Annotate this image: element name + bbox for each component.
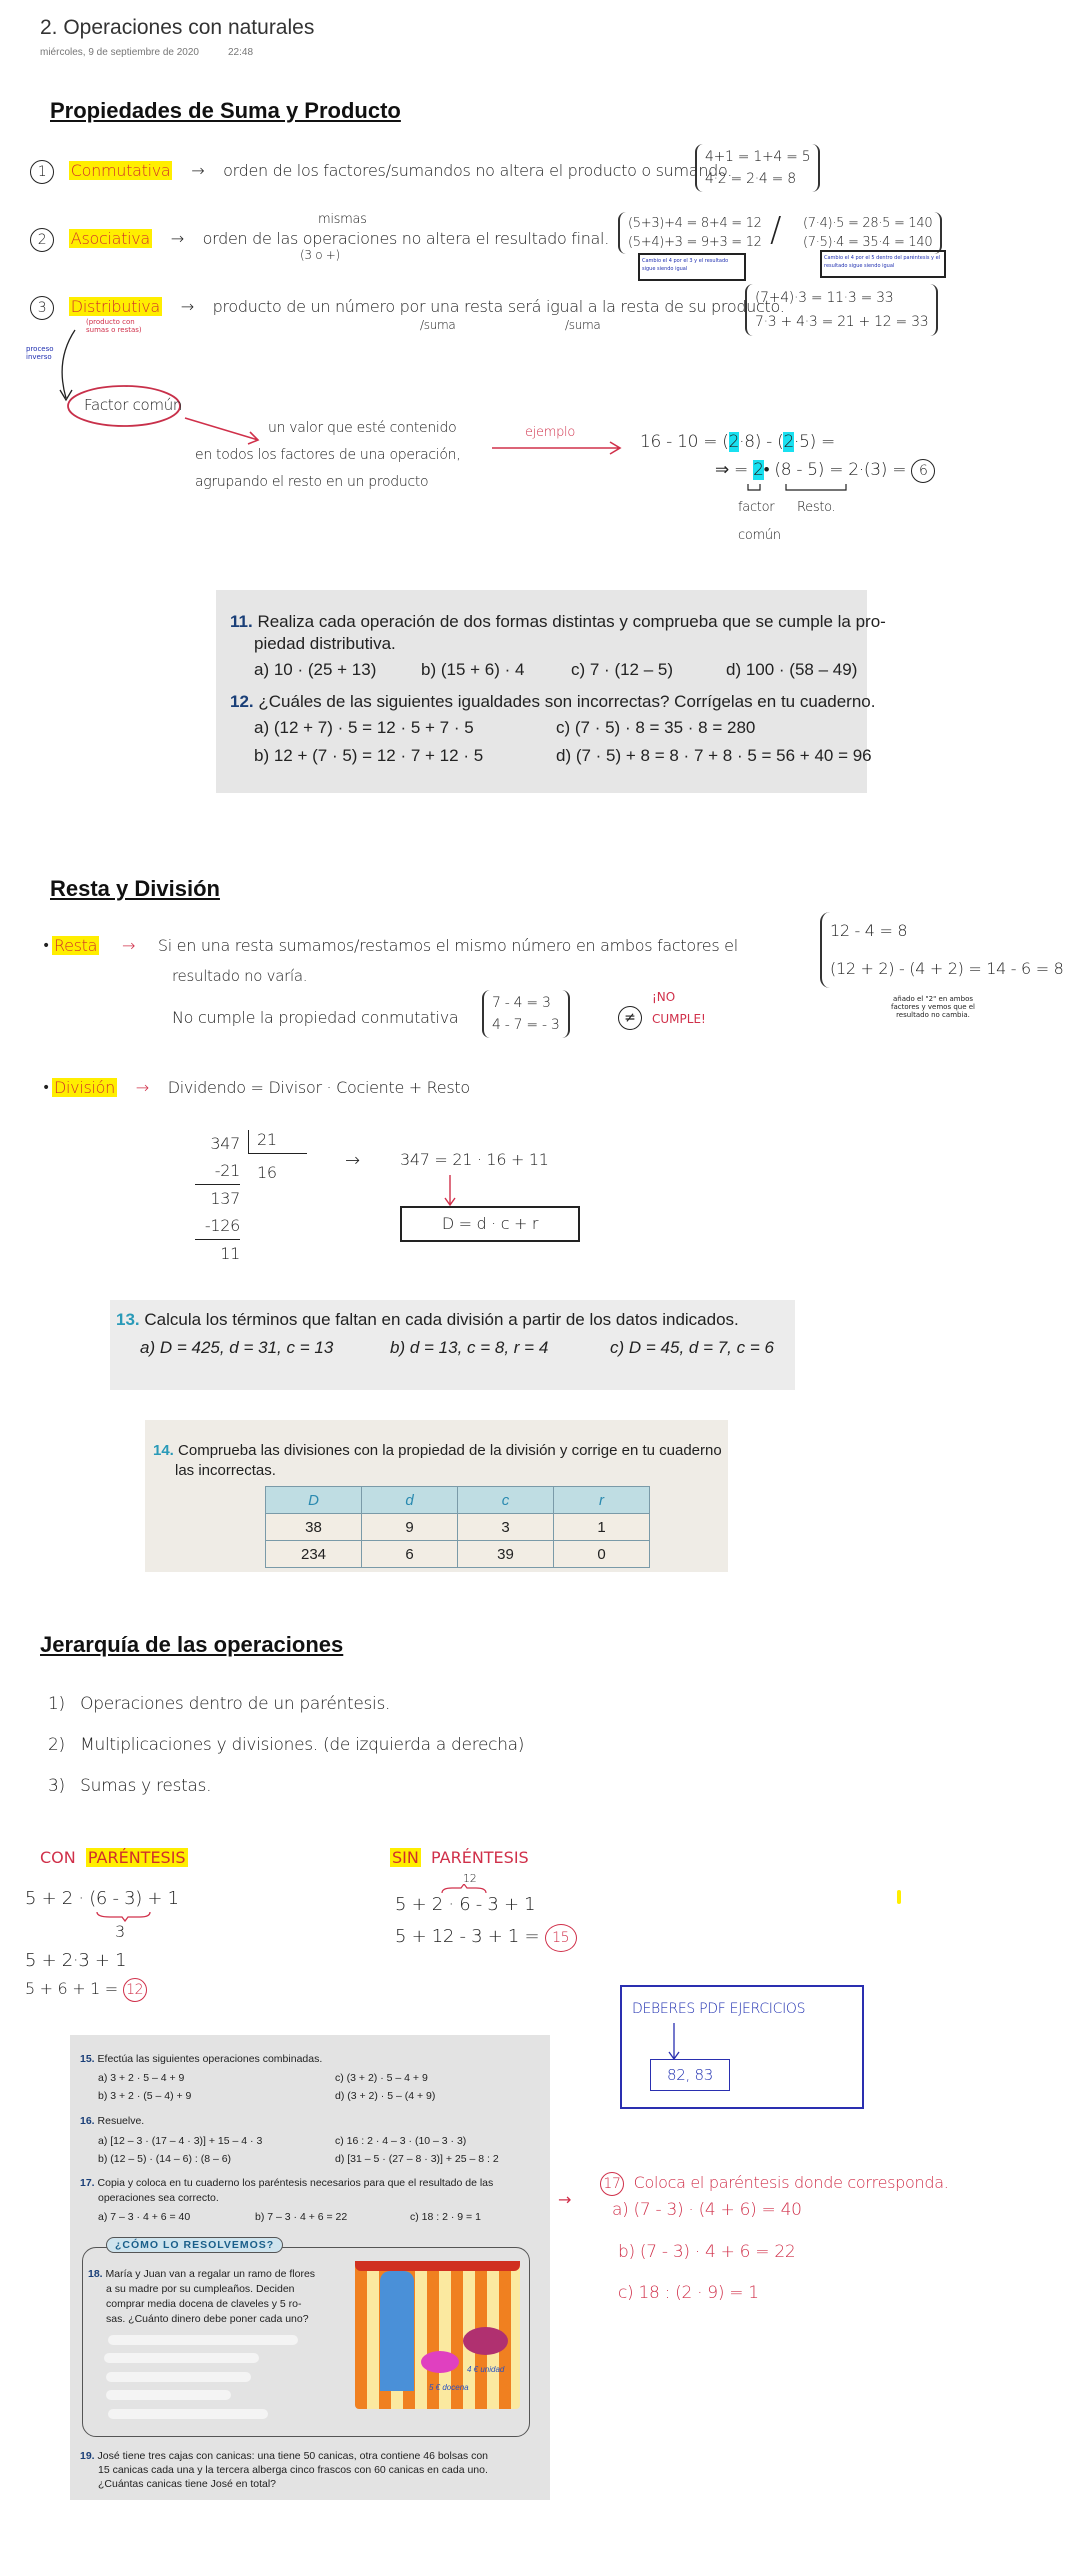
- equation-part: 16 - 10 = (: [640, 432, 729, 452]
- exercise-text: María y Juan van a regalar un ramo de flores: [105, 2268, 316, 2280]
- highlight-factor: 2: [753, 460, 764, 480]
- arrow-icon: →: [170, 229, 184, 248]
- table-row: [266, 1541, 650, 1568]
- highlight-factor: 2: [728, 432, 740, 452]
- exercise-item: b) d = 13, c = 8, r = 4: [390, 1338, 549, 1357]
- equation-part: ·5) =: [793, 432, 835, 452]
- equation: [25, 1978, 147, 2002]
- answer-title: Coloca el paréntesis donde corresponda.: [633, 2173, 949, 2192]
- word: PARÉNTESIS: [431, 1848, 529, 1867]
- cell: 0: [554, 1541, 650, 1568]
- exercise-text: las incorrectas.: [175, 1462, 276, 1479]
- text-conmutativa: orden de los factores/sumandos no altera el producto o sumando.: [223, 161, 733, 180]
- exercise-text: 15 canicas cada una y la tercera alberga cinco frascos con 60 canicas en cada uno.: [98, 2464, 488, 2476]
- partial: 137: [210, 1189, 240, 1208]
- blurred-answer: [108, 2409, 268, 2419]
- red-arrow: [185, 418, 258, 444]
- row-division: [52, 1078, 470, 1097]
- note-proceso-inverso: proceso inverso: [26, 345, 54, 361]
- arrow-icon: →: [345, 1150, 360, 1171]
- note-box-product: Cambio el 4 por el 5 dentro del paréntesis y el resultado sigue siendo igual: [820, 250, 946, 278]
- equation-part: • (8 - 5) = 2·(3) =: [763, 460, 912, 480]
- exercise-text: Realiza cada operación de dos formas distintas y comprueba que se cumple la pro-: [257, 612, 886, 631]
- remainder: 11: [220, 1244, 240, 1263]
- not-equal-icon: ≠: [618, 1006, 642, 1030]
- equation: 4 - 7 = - 3: [492, 1017, 560, 1033]
- result-circle: 15: [545, 1924, 577, 1952]
- equation: 7·3 + 4·3 = 21 + 12 = 33: [755, 314, 929, 330]
- highlight-factor: 2: [783, 432, 794, 452]
- exercise-number: 16.: [80, 2115, 95, 2127]
- sub-suma: /suma: [565, 318, 601, 332]
- label-conmutativa: Conmutativa: [70, 161, 171, 180]
- exercise-item: c) (7 · 5) · 8 = 35 · 8 = 280: [556, 718, 756, 737]
- cell: 3: [458, 1514, 554, 1541]
- arrow-icon: →: [191, 161, 205, 180]
- equation: (7·4)·5 = 28·5 = 140: [803, 216, 933, 231]
- exercise-text: comprar media docena de claveles y 5 ro-: [106, 2298, 302, 2310]
- exercise-item: a) 10 · (25 + 13): [254, 660, 377, 679]
- example-line-1: [640, 432, 835, 452]
- equation: (5+3)+4 = 8+4 = 12: [628, 216, 762, 231]
- text-no-conmutativa: No cumple la propiedad conmutativa: [172, 1008, 459, 1027]
- answer17-title: [600, 2172, 949, 2196]
- exercise-text: ¿Cuáles de las siguientes igualdades son incorrectas? Corrígelas en tu cuaderno.: [258, 692, 876, 711]
- partial-result: 3: [115, 1922, 125, 1941]
- curved-arrow: [62, 330, 75, 398]
- cell: 39: [458, 1541, 554, 1568]
- exercise-item: a) 7 – 3 · 4 + 6 = 40: [98, 2211, 191, 2223]
- exercise-item: b) (12 – 5) · (14 – 6) : (8 – 6): [98, 2153, 232, 2165]
- exercise-text: Calcula los términos que faltan en cada división a partir de los datos indicados.: [144, 1310, 739, 1329]
- equation: 4+1 = 1+4 = 5: [705, 149, 811, 165]
- rule-number: 3): [48, 1776, 65, 1796]
- label-resto: Resto.: [797, 500, 836, 515]
- exercise-item: b) (15 + 6) · 4: [421, 660, 525, 679]
- exercise-number: 17.: [80, 2177, 95, 2189]
- arrow-icon: →: [180, 297, 194, 316]
- label-asociativa: Asociativa: [70, 229, 150, 248]
- exercise-text: Copia y coloca en tu cuaderno los paréntesis necesarios para que el resultado de las: [97, 2177, 494, 2189]
- number-circle: 2: [30, 228, 54, 252]
- division-table: [265, 1486, 650, 1568]
- subtraction: -126: [195, 1212, 240, 1240]
- definition-line: un valor que esté contenido: [268, 420, 457, 436]
- number-circle: 1: [30, 160, 54, 184]
- equation: [395, 1924, 577, 1952]
- arrow-icon: →: [121, 936, 136, 955]
- table-row: [266, 1514, 650, 1541]
- rule-number: 2): [48, 1735, 65, 1755]
- exercise-number: 18.: [88, 2268, 103, 2280]
- red-down-arrow: [440, 1175, 460, 1209]
- example-line-2: [715, 459, 935, 483]
- exercise-text: ¿Cuántas canicas tiene José en total?: [98, 2478, 277, 2490]
- table-header-row: [266, 1487, 650, 1514]
- ejemplo-label: ejemplo: [525, 425, 575, 440]
- rule-item: [48, 1694, 390, 1714]
- bullet: •: [42, 1080, 51, 1096]
- col-header: d: [362, 1487, 458, 1514]
- answer-c: c) 18 : (2 · 9) = 1: [618, 2283, 759, 2303]
- exercise-text: Resuelve.: [97, 2115, 145, 2127]
- exercise-image-13: [110, 1300, 795, 1390]
- heading-jerarquia: Jerarquía de las operaciones: [40, 1632, 344, 1657]
- blurred-answer: [108, 2335, 298, 2345]
- equation: 5 + 2 · (6 - 3) + 1: [25, 1888, 179, 1909]
- cell: 234: [266, 1541, 362, 1568]
- equation: 12 - 4 = 8: [830, 921, 908, 940]
- example-no-conmutativa: [482, 990, 570, 1038]
- blue-down-arrow: [666, 2023, 682, 2063]
- text-asociativa: orden de las operaciones no altera el resultado final.: [202, 229, 609, 248]
- label-resta: Resta: [54, 936, 98, 955]
- equation: 5 + 2·3 + 1: [25, 1950, 127, 1971]
- heading-resta-division: Resta y División: [50, 876, 220, 901]
- equation-part: ·8) - (: [739, 432, 784, 452]
- exercise-item: b) 3 + 2 · (5 – 4) + 9: [98, 2090, 192, 2102]
- ejemplo-arrow: [492, 442, 620, 454]
- note-box-sum: Cambio el 4 por el 3 y el resultado sigue siendo igual: [638, 253, 746, 281]
- text-resta: Si en una resta sumamos/restamos el mismo número en ambos factores el: [157, 936, 738, 955]
- equation: 4·2 = 2·4 = 8: [705, 171, 796, 187]
- equation-part: 5 + 12 - 3 + 1 =: [395, 1926, 545, 1947]
- exercise-item: c) (3 + 2) · 5 – 4 + 9: [335, 2072, 428, 2084]
- cell: 9: [362, 1514, 458, 1541]
- blurred-answer: [106, 2372, 251, 2382]
- text-distributiva: producto de un número por una resta será igual a la resta de su producto.: [212, 297, 785, 316]
- exercise-number: 13.: [116, 1310, 140, 1329]
- deberes-box: [620, 1985, 864, 2109]
- note-3o: (3 o +): [300, 248, 340, 262]
- exercise-item: b) 12 + (7 · 5) = 12 · 7 + 12 · 5: [254, 746, 484, 765]
- number-circle: 3: [30, 296, 54, 320]
- factor-comun-label: Factor común: [84, 396, 183, 414]
- sin-parentesis-label: [390, 1848, 529, 1867]
- como-lo-resolvemos-badge: ¿CÓMO LO RESOLVEMOS?: [106, 2237, 283, 2253]
- page-title[interactable]: 2. Operaciones con naturales: [40, 16, 315, 39]
- word: SIN: [392, 1848, 419, 1867]
- exercise-text: a su madre por su cumpleaños. Deciden: [106, 2283, 295, 2295]
- no-cumple-text: ¡NO: [652, 990, 676, 1004]
- exercise-number: 12.: [230, 692, 254, 711]
- no-cumple-text: CUMPLE!: [652, 1012, 706, 1026]
- rule-item: [48, 1776, 211, 1796]
- rule-item: [48, 1735, 524, 1755]
- bracket-marks: [748, 484, 846, 490]
- equation: 5 + 2 · 6 - 3 + 1: [395, 1894, 536, 1915]
- result-circle: 12: [123, 1978, 147, 2002]
- equation: (7+4)·3 = 11·3 = 33: [755, 290, 894, 306]
- arrowhead: [60, 390, 72, 400]
- deberes-title: DEBERES PDF EJERCICIOS: [632, 2001, 806, 2017]
- exercise-text: piedad distributiva.: [254, 634, 396, 653]
- word: PARÉNTESIS: [87, 1848, 186, 1867]
- exercise-item: d) 100 · (58 – 49): [726, 660, 858, 679]
- definition-line: agrupando el resto en un producto: [195, 474, 429, 490]
- rule-text: Multiplicaciones y divisiones. (de izquierda a derecha): [80, 1735, 525, 1755]
- dividend: 347: [210, 1134, 240, 1153]
- exercise-text: operaciones sea correcto.: [98, 2192, 219, 2204]
- answer-a: a) (7 - 3) · (4 + 6) = 40: [612, 2200, 802, 2220]
- exercise-text: Comprueba las divisiones con la propiedad de la división y corrige en tu cuaderno: [178, 1442, 722, 1459]
- exercise-item: d) (7 · 5) + 8 = 8 · 7 + 8 · 5 = 56 + 40 = 96: [556, 746, 872, 765]
- exercise-number: 14.: [153, 1442, 174, 1459]
- sub-suma: /suma: [420, 318, 456, 332]
- exercise-item: c) 7 · (12 – 5): [571, 660, 674, 679]
- exercise-text: José tiene tres cajas con canicas: una tiene 50 canicas, otra contiene 46 bolsas con: [97, 2450, 489, 2462]
- equation: (5+4)+3 = 9+3 = 12: [628, 235, 762, 250]
- exercise-image-15-19: [70, 2035, 550, 2500]
- bullet: •: [42, 938, 51, 954]
- exercise-image-14: [145, 1420, 728, 1572]
- equation: 7 - 4 = 3: [492, 995, 551, 1011]
- rule-text: Operaciones dentro de un paréntesis.: [80, 1694, 391, 1714]
- exercise-item: c) D = 45, d = 7, c = 6: [610, 1338, 774, 1357]
- equation: (7·5)·4 = 35·4 = 140: [803, 235, 933, 250]
- price-label: 5 € docena: [429, 2383, 469, 2392]
- cell: 6: [362, 1541, 458, 1568]
- division-check: 347 = 21 · 16 + 11: [400, 1150, 549, 1169]
- exercise-item: c) 18 : 2 · 9 = 1: [410, 2211, 481, 2223]
- equation-part: 5 + 6 + 1 =: [25, 1979, 123, 1998]
- rule-text: Sumas y restas.: [80, 1776, 212, 1796]
- exercise-item: a) D = 425, d = 31, c = 13: [140, 1338, 334, 1357]
- col-header: r: [554, 1487, 650, 1514]
- exercise-number: 11.: [230, 612, 253, 631]
- quotient: 16: [257, 1163, 277, 1182]
- definition-line: en todos los factores de una operación,: [195, 447, 461, 463]
- exercise-number: 19.: [80, 2450, 95, 2462]
- number-circle: 17: [600, 2172, 624, 2196]
- exercise-text: sas. ¿Cuánto dinero debe poner cada uno?: [106, 2313, 309, 2325]
- red-brace: [95, 1910, 155, 1922]
- divisor: 21: [248, 1130, 307, 1154]
- cell: 38: [266, 1514, 362, 1541]
- slash-divider: /: [770, 210, 782, 250]
- label-division: División: [54, 1078, 115, 1097]
- result-circle: 6: [911, 459, 935, 483]
- flower-shop-illustration: [355, 2261, 520, 2409]
- blurred-answer: [104, 2353, 259, 2363]
- heading-propiedades: Propiedades de Suma y Producto: [50, 98, 401, 123]
- equation-part: ⇒ =: [715, 460, 754, 480]
- exercise-item: a) 3 + 2 · 5 – 4 + 9: [98, 2072, 185, 2084]
- rule-number: 1): [48, 1694, 65, 1714]
- deberes-pages: 82, 83: [650, 2059, 730, 2091]
- label-factor: factor: [738, 500, 775, 515]
- highlight-mark: [897, 1890, 901, 1904]
- exercise-item: b) 7 – 3 · 4 + 6 = 22: [255, 2211, 348, 2223]
- long-division: [195, 1130, 240, 1267]
- flowers: [463, 2327, 508, 2355]
- note-producto-sumas: (producto con sumas o restas): [86, 318, 142, 334]
- cell: 1: [554, 1514, 650, 1541]
- example-resta: [820, 912, 1064, 988]
- exercise-item: a) (12 + 7) · 5 = 12 · 5 + 7 · 5: [254, 718, 474, 737]
- division-formula: Dividendo = Divisor · Cociente + Resto: [167, 1078, 470, 1097]
- note-resta: añado el "2" en ambos factores y vemos que el resultado no cambia.: [891, 995, 975, 1019]
- florist-figure: [380, 2271, 414, 2391]
- page-date: miércoles, 9 de septiembre de 2020: [40, 47, 199, 58]
- subtraction: -21: [195, 1157, 240, 1185]
- row-resta: [52, 936, 738, 955]
- price-label: 4 € unidad: [467, 2365, 505, 2374]
- flowers: [421, 2351, 459, 2373]
- red-arrow: →: [558, 2190, 572, 2209]
- formula-box: D = d · c + r: [400, 1206, 580, 1242]
- exercise-item: d) [31 – 5 · (27 – 8 · 3)] + 25 – 8 : 2: [335, 2153, 499, 2165]
- note-mismas: mismas: [318, 212, 367, 227]
- word: CON: [40, 1848, 76, 1867]
- label-distributiva: Distributiva: [70, 297, 160, 316]
- answer-b: b) (7 - 3) · 4 + 6 = 22: [618, 2242, 796, 2262]
- exercise-item: a) [12 – 3 · (17 – 4 · 3)] + 15 – 4 · 3: [98, 2135, 263, 2147]
- blurred-answer: [106, 2390, 231, 2400]
- exercise-text: Efectúa las siguientes operaciones combinadas.: [97, 2053, 323, 2065]
- exercise-item: d) (3 + 2) · 5 – (4 + 9): [335, 2090, 436, 2102]
- page-time: 22:48: [228, 47, 254, 58]
- col-header: D: [266, 1487, 362, 1514]
- text-resta: resultado no varía.: [172, 967, 308, 985]
- label-comun: común: [738, 528, 781, 543]
- partial-result: 12: [463, 1872, 477, 1885]
- exercise-image-11-12: [216, 590, 886, 793]
- equation: (12 + 2) - (4 + 2) = 14 - 6 = 8: [830, 959, 1064, 978]
- red-brace-top: [440, 1884, 488, 1894]
- col-header: c: [458, 1487, 554, 1514]
- con-parentesis-label: [40, 1848, 188, 1867]
- arrow-icon: →: [135, 1078, 149, 1097]
- exercise-item: c) 16 : 2 · 4 – 3 · (10 – 3 · 3): [335, 2135, 467, 2147]
- exercise-number: 15.: [80, 2053, 95, 2065]
